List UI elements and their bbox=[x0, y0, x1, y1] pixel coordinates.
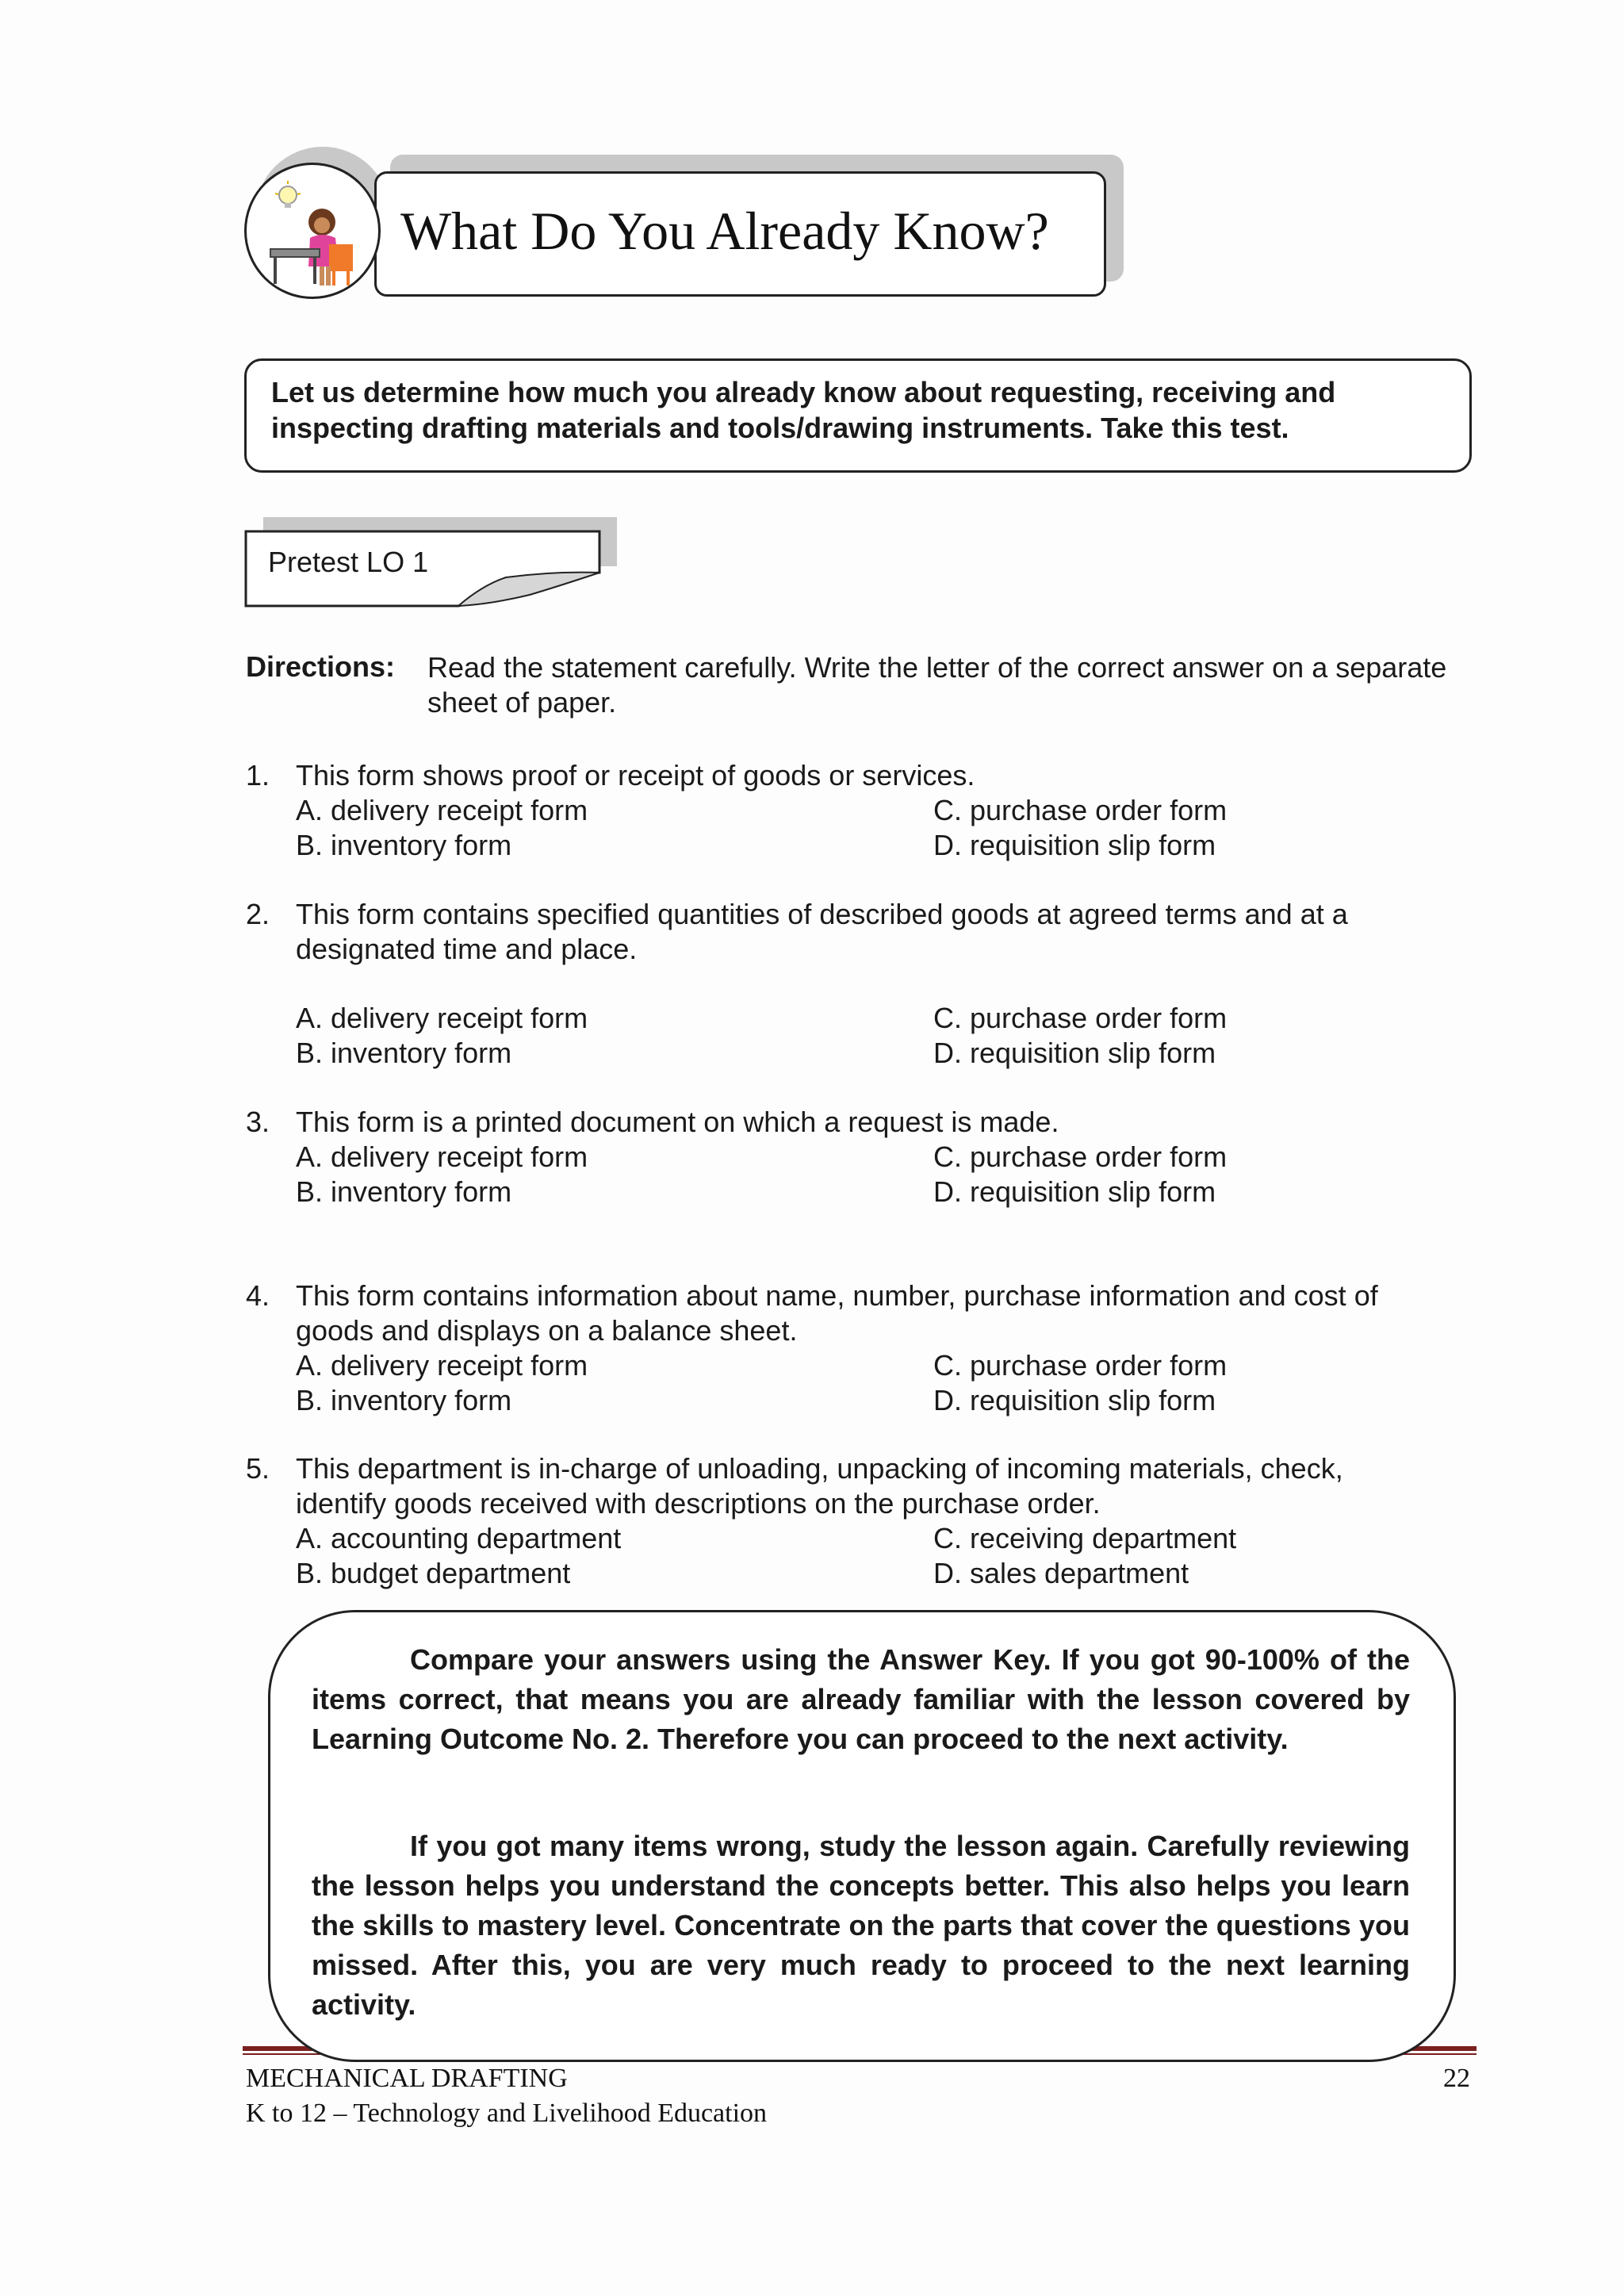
footer-program: K to 12 – Technology and Livelihood Education bbox=[246, 2099, 768, 2128]
option-d: D. requisition slip form bbox=[933, 1037, 1216, 1069]
question-number: 5. bbox=[246, 1452, 270, 1485]
option-a: A. delivery receipt form bbox=[296, 1140, 588, 1173]
question-number: 3. bbox=[246, 1106, 270, 1138]
option-a: A. accounting department bbox=[296, 1522, 622, 1554]
option-d: D. requisition slip form bbox=[933, 1175, 1216, 1208]
answer-key-text-1: Compare your answers using the Answer Key. If you got 90-100% of the items correct, that means you are already familiar with the lesson covered by Learning Outcome No. 2. Therefore you can proceed to the next activity. bbox=[312, 1643, 1410, 1755]
footer-subject: MECHANICAL DRAFTING bbox=[246, 2064, 568, 2093]
question-text: This form shows proof or receipt of goods or services. bbox=[296, 759, 975, 792]
option-b: B. inventory form bbox=[296, 1175, 512, 1208]
directions-text: Read the statement carefully. Write the letter of the correct answer on a separate sheet of paper. bbox=[427, 651, 1447, 719]
option-d: D. requisition slip form bbox=[933, 829, 1216, 861]
question-text: This department is in-charge of unloading, unpacking of incoming materials, check, identify goods received with descriptions on the purchase order. bbox=[296, 1452, 1343, 1520]
student-at-desk-icon bbox=[244, 163, 381, 299]
question-number: 4. bbox=[246, 1279, 270, 1312]
option-a: A. delivery receipt form bbox=[296, 1349, 588, 1382]
option-c: C. purchase order form bbox=[933, 1002, 1228, 1034]
page-number: 22 bbox=[1443, 2064, 1470, 2093]
option-c: C. purchase order form bbox=[933, 1349, 1228, 1382]
question-number: 1. bbox=[246, 759, 270, 792]
question-text: This form is a printed document on which a request is made. bbox=[296, 1106, 1059, 1138]
directions-label: Directions: bbox=[246, 650, 396, 683]
option-c: C. receiving department bbox=[933, 1522, 1237, 1554]
option-d: D. requisition slip form bbox=[933, 1384, 1216, 1416]
answer-key-text-2: If you got many items wrong, study the lesson again. Carefully reviewing the lesson helps you understand the concepts better. This also helps you learn the skills to mastery level. Concentrate on the parts that cover the questions you missed. After this, you are very much ready to proceed to the next learning activity. bbox=[312, 1830, 1410, 2021]
option-a: A. delivery receipt form bbox=[296, 1002, 588, 1034]
pretest-label: Pretest LO 1 bbox=[268, 546, 429, 578]
intro-text: Let us determine how much you already know about requesting, receiving and inspecting drafting materials and tools/drawing instruments. Take this test. bbox=[271, 376, 1336, 444]
question-text: This form contains specified quantities of described goods at agreed terms and at a designated time and place. bbox=[296, 898, 1348, 965]
answer-key-paragraph-1 bbox=[312, 1640, 1410, 1759]
question-number: 2. bbox=[246, 898, 270, 930]
option-c: C. purchase order form bbox=[933, 1140, 1228, 1173]
question-text: This form contains information about name, number, purchase information and cost of goods and displays on a balance sheet. bbox=[296, 1279, 1378, 1347]
option-b: B. inventory form bbox=[296, 829, 512, 861]
page-title: What Do You Already Know? bbox=[400, 201, 1049, 261]
option-c: C. purchase order form bbox=[933, 794, 1228, 826]
option-b: B. inventory form bbox=[296, 1384, 512, 1416]
answer-key-paragraph-2 bbox=[312, 1826, 1410, 2025]
option-d: D. sales department bbox=[933, 1557, 1189, 1589]
option-a: A. delivery receipt form bbox=[296, 794, 588, 826]
option-b: B. budget department bbox=[296, 1557, 571, 1589]
option-b: B. inventory form bbox=[296, 1037, 512, 1069]
